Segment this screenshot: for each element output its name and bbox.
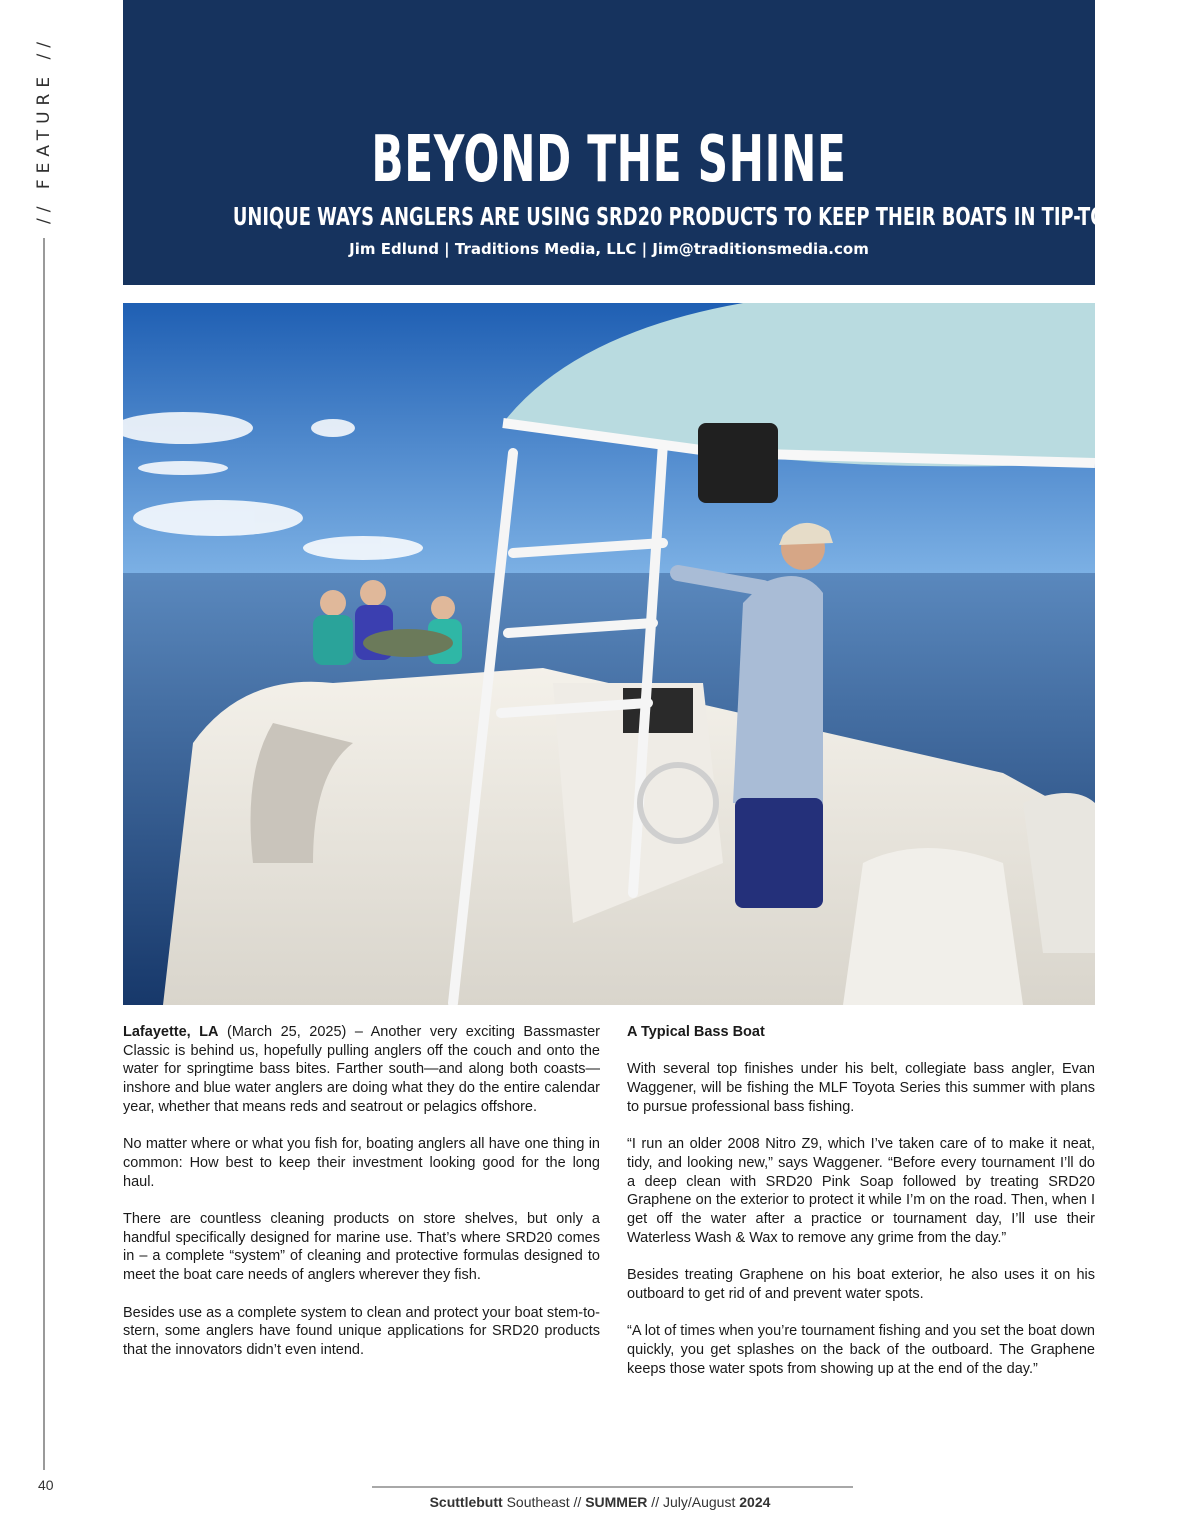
article-header [123, 0, 1192, 285]
lead-paragraph-text: (March 25, 2025) – Another very exciting Bassmaster Classic is behind us, hopefully pulling anglers off the couch and onto the water for springtime bass bites. Farther south—and along both coasts—inshore and blue water anglers are doing what they do the entire calendar year, whether that means reds and seatrout or pelagics offshore. [123, 1024, 600, 1115]
article-subtitle: UNIQUE WAYS ANGLERS ARE USING SRD20 PRODUCTS TO KEEP THEIR BOATS IN TIP-TOP SHAPE [232, 202, 1192, 231]
page-number: 40 [38, 1477, 54, 1493]
side-rule [43, 238, 45, 1470]
feature-side-label [30, 36, 58, 224]
article-title: BEYOND THE SHINE [371, 123, 847, 197]
paragraph-6: “I run an older 2008 Nitro Z9, which I’ve taken care of to make it neat, tidy, and looking new,” says Waggener. “Before every tournament I’ll do a deep clean with SRD20 Pink Soap followed by treating SRD20 Graphene on the exterior to protect it while I’m on the road. Then, when I get off the water after a practice or tournament day, I’ll use their Waterless Wash & Wax to remove any grime from the day.” [627, 1136, 1095, 1246]
footer-rule [372, 1486, 853, 1488]
footer-publication: Scuttlebutt [429, 1494, 503, 1510]
paragraph-8: “A lot of times when you’re tournament fishing and you set the boat down quickly, you get splashes on the back of the outboard. The Graphene keeps those water spots from showing up at the end of the day.” [627, 1323, 1095, 1377]
dateline-place: Lafayette, LA [123, 1024, 219, 1040]
paragraph-7: Besides treating Graphene on his boat exterior, he also uses it on his outboard to get rid of and prevent water spots. [627, 1267, 1095, 1302]
paragraph-3: There are countless cleaning products on store shelves, but only a handful specifically designed for marine use. That’s where SRD20 comes in – a complete “system” of cleaning and protective formulas designed to meet the boat care needs of anglers wherever they fish. [123, 1211, 600, 1284]
article-byline: Jim Edlund | Traditions Media, LLC | Jim@traditionsmedia.com [349, 240, 869, 258]
section-heading: A Typical Bass Boat [627, 1024, 765, 1040]
page-footer [0, 1494, 1200, 1510]
boat-photo-illustration [123, 303, 1095, 1005]
footer-year: 2024 [739, 1494, 771, 1510]
article-column-right [627, 1023, 1095, 1397]
paragraph-2: No matter where or what you fish for, boating anglers all have one thing in common: How best to keep their investment looking good for the long haul. [123, 1136, 600, 1190]
article-column-left [123, 1023, 600, 1378]
footer-region: Southeast // [502, 1494, 586, 1510]
footer-issue: // July/August [647, 1494, 740, 1510]
lead-paragraph [123, 1023, 600, 1117]
boat-photo [123, 303, 1095, 1005]
paragraph-4: Besides use as a complete system to clean and protect your boat stem-to-stern, some anglers have found unique applications for SRD20 products that the innovators didn’t even intend. [123, 1304, 600, 1358]
paragraph-5: With several top finishes under his belt, collegiate bass angler, Evan Waggener, will be fishing the MLF Toyota Series this summer with plans to pursue professional bass fishing. [627, 1061, 1095, 1115]
feature-label-text: // FEATURE // [34, 36, 54, 224]
footer-season: SUMMER [585, 1494, 648, 1510]
